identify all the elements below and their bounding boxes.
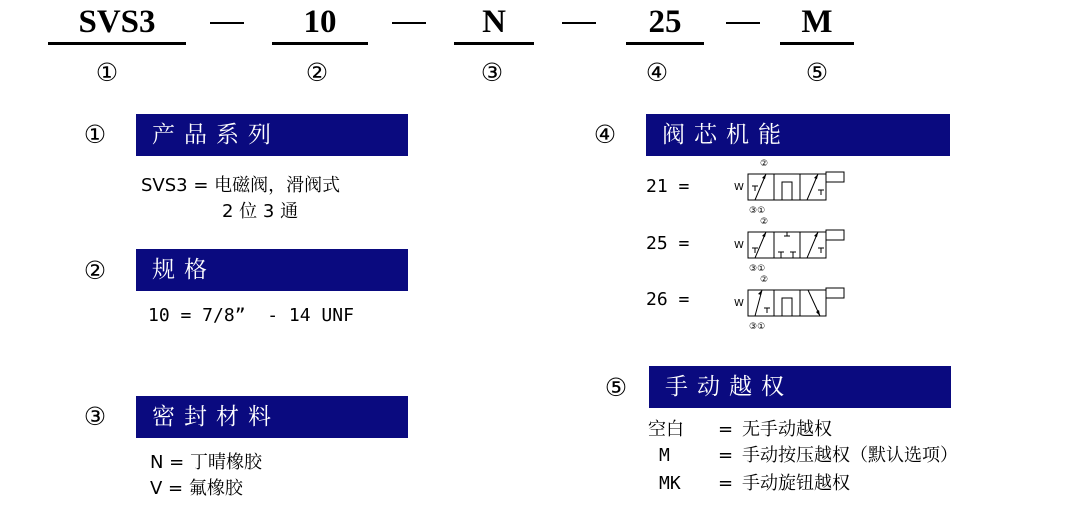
port-label-bottom: ③① — [749, 206, 766, 216]
override-eq: = — [718, 473, 734, 494]
override-key-m: M — [659, 445, 670, 466]
code-separator — [726, 22, 760, 24]
override-eq: = — [718, 445, 734, 466]
seal-line-1: N = 丁晴橡胶 — [150, 452, 262, 473]
code-series: SVS3 — [48, 2, 186, 45]
svg-text:W: W — [734, 298, 744, 309]
section-number: ④ — [593, 120, 617, 149]
seal-line-2: V = 氟橡胶 — [150, 478, 243, 499]
function-code-21: 21 = — [646, 176, 690, 197]
port-label-top: ② — [760, 217, 769, 227]
code-separator — [210, 22, 244, 24]
series-line-2: 2 位 3 通 — [222, 201, 299, 222]
port-label-top: ② — [760, 275, 769, 285]
code-number-5: ⑤ — [805, 58, 829, 87]
svg-text:W: W — [734, 182, 744, 193]
code-number-3: ③ — [480, 58, 504, 87]
section-number: ③ — [83, 402, 107, 431]
function-code-26: 26 = — [646, 289, 690, 310]
svg-text:W: W — [734, 240, 744, 251]
port-label-bottom: ③① — [749, 322, 766, 332]
valve-symbol-21 — [730, 156, 850, 216]
code-number-2: ② — [305, 58, 329, 87]
override-key-blank: 空白 — [648, 419, 684, 440]
override-key-mk: MK — [659, 473, 681, 494]
override-desc-mk: 手动旋钮越权 — [742, 473, 850, 494]
code-separator — [392, 22, 426, 24]
override-desc-blank: 无手动越权 — [742, 419, 832, 440]
section-number: ② — [83, 256, 107, 285]
code-size: 10 — [272, 2, 368, 45]
section-number: ① — [83, 120, 107, 149]
function-code-25: 25 = — [646, 233, 690, 254]
port-label-bottom: ③① — [749, 264, 766, 274]
section-title-series: 产品系列 — [136, 114, 408, 156]
port-label-top: ② — [760, 159, 769, 169]
code-seal: N — [454, 2, 534, 45]
section-title-seal: 密封材料 — [136, 396, 408, 438]
code-function: 25 — [626, 2, 704, 45]
override-eq: = — [718, 419, 734, 440]
size-line-1: 10 = 7/8” - 14 UNF — [148, 305, 354, 326]
section-number: ⑤ — [604, 373, 628, 402]
code-number-1: ① — [95, 58, 119, 87]
section-title-override: 手动越权 — [649, 366, 951, 408]
section-title-size: 规格 — [136, 249, 408, 291]
code-override: M — [780, 2, 854, 45]
code-number-4: ④ — [645, 58, 669, 87]
valve-symbol-26 — [730, 272, 850, 332]
series-line-1: SVS3 = 电磁阀，滑阀式 — [141, 175, 341, 196]
section-title-function: 阀芯机能 — [646, 114, 950, 156]
valve-symbol-25 — [730, 214, 850, 274]
code-separator — [562, 22, 596, 24]
override-desc-m: 手动按压越权（默认选项） — [742, 445, 958, 466]
